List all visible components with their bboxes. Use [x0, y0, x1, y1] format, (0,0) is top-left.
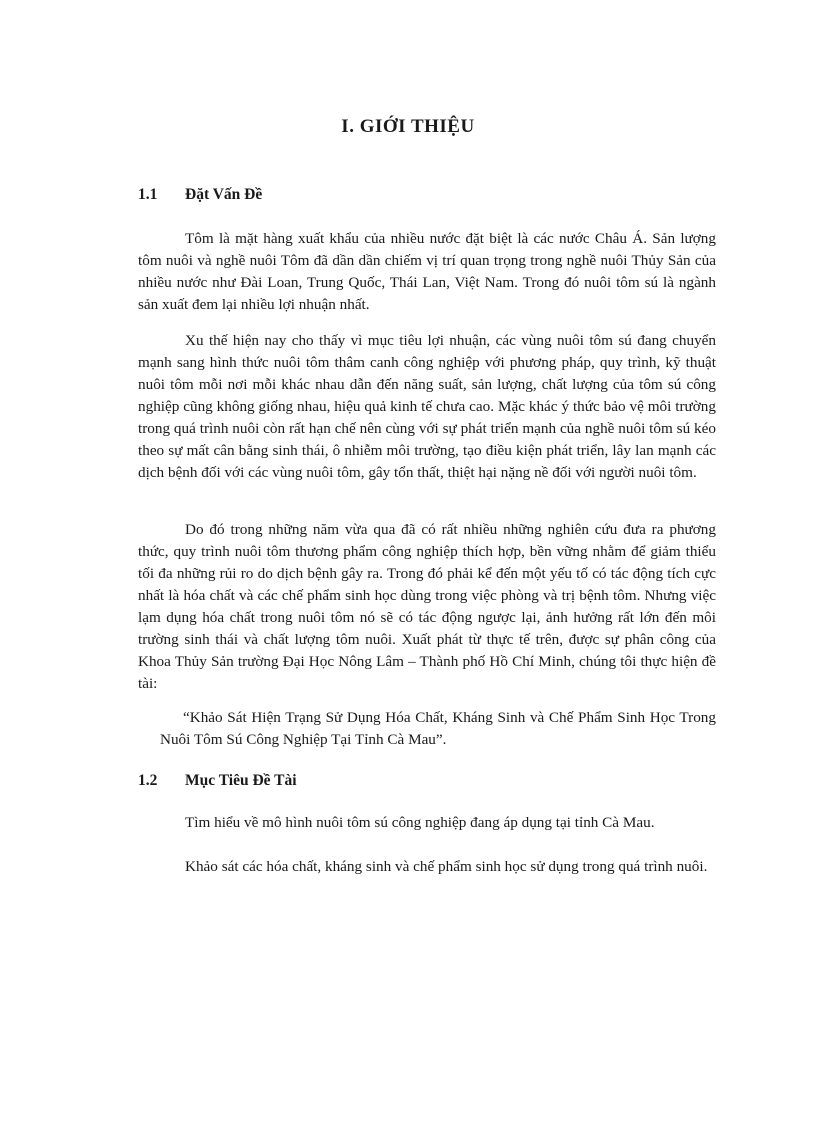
thesis-title-quote: “Khảo Sát Hiện Trạng Sử Dụng Hóa Chất, Kháng Sinh và Chế Phẩm Sinh Học Trong Nuôi Tôm Sú Công Nghiệp Tại Tỉnh Cà Mau”. — [160, 709, 716, 748]
paragraph: Do đó trong những năm vừa qua đã có rất nhiều những nghiên cứu đưa ra phương thức, quy trình nuôi tôm thương phẩm công nghiệp thích hợp, bền vững nhằm để giảm thiểu tối đa những rủi ro do dịch bệnh gây ra. Trong đó phải kể đến một yếu tố có tác động tích cực nhất là hóa chất và các chế phẩm sinh học dùng trong việc phòng và trị bệnh tôm. Nhưng việc lạm dụng hóa chất trong nuôi tôm nó sẽ có tác động ngược lại, ảnh hưởng rất lớn đến môi trường sinh thái và chất lượng tôm nuôi. Xuất phát từ thực tế trên, được sự phân công của Khoa Thủy Sản trường Đại Học Nông Lâm – Thành phố Hồ Chí Minh, chúng tôi thực hiện đề tài: — [138, 521, 716, 692]
section-title: Đặt Vấn Đề — [185, 186, 263, 203]
section-heading-1-1 — [138, 186, 262, 204]
section-title: Mục Tiêu Đề Tài — [185, 772, 297, 789]
section-number: 1.1 — [138, 186, 158, 203]
paragraph: Tìm hiểu về mô hình nuôi tôm sú công nghiệp đang áp dụng tại tỉnh Cà Mau. — [185, 814, 655, 831]
paragraph: Xu thế hiện nay cho thấy vì mục tiêu lợi nhuận, các vùng nuôi tôm sú đang chuyển mạnh sang hình thức nuôi tôm thâm canh công nghiệp với phương pháp, quy trình, kỹ thuật nuôi tôm mỗi nơi mỗi khác nhau dẫn đến năng suất, sản lượng, chất lượng của tôm sú công nghiệp cũng không giống nhau, hiệu quả kinh tế chưa cao. Mặc khác ý thức bảo vệ môi trường trong quá trình nuôi còn rất hạn chế nên cùng với sự phát triển mạnh của nghề nuôi tôm sú kéo theo sự mất cân bằng sinh thái, ô nhiễm môi trường, tạo điều kiện phát triển, lây lan mạnh các dịch bệnh đối với các vùng nuôi tôm, gây tổn thất, thiệt hại nặng nề đối với người nuôi tôm. — [138, 332, 716, 481]
section-heading-1-2 — [138, 772, 297, 790]
chapter-title: I. GIỚI THIỆU — [341, 116, 475, 137]
paragraph: Khảo sát các hóa chất, kháng sinh và chế phẩm sinh học sử dụng trong quá trình nuôi. — [185, 858, 708, 875]
section-number: 1.2 — [138, 772, 158, 789]
paragraph: Tôm là mặt hàng xuất khẩu của nhiều nước đặt biệt là các nước Châu Á. Sản lượng tôm nuôi và nghề nuôi Tôm đã dần dần chiếm vị trí quan trọng trong nghề nuôi Thủy Sản của nhiều nước như Đài Loan, Trung Quốc, Thái Lan, Việt Nam. Trong đó nuôi tôm sú là ngành sản xuất đem lại nhiều lợi nhuận nhất. — [138, 230, 716, 313]
